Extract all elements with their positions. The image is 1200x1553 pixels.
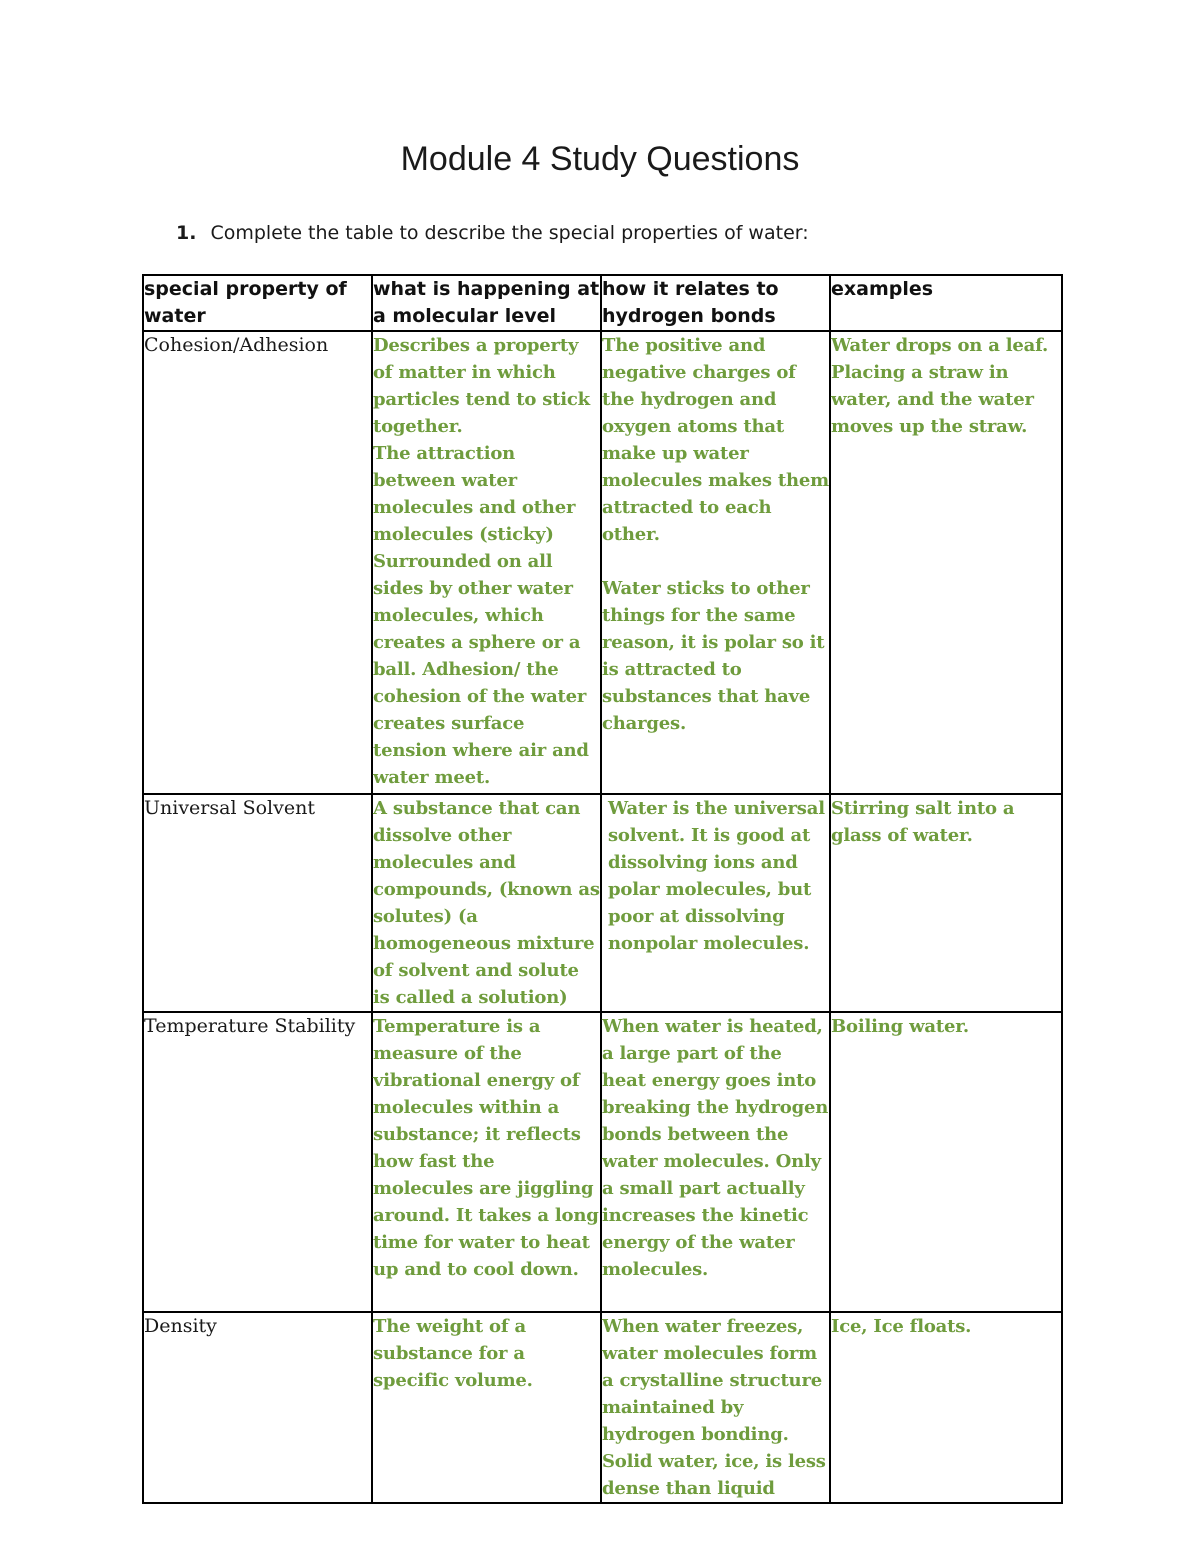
examples-cell: Boiling water. <box>830 1012 1062 1312</box>
properties-table <box>142 274 1063 1504</box>
header-hydrogen-bonds: how it relates to hydrogen bonds <box>601 275 830 331</box>
molecular-cell: Temperature is a measure of the vibrational energy of molecules within a substance; it reflects how fast the molecules are jiggling around. It takes a long time for water to heat up and to cool down. <box>372 1012 601 1312</box>
table-row <box>143 794 1062 1012</box>
examples-cell: Water drops on a leaf. Placing a straw in water, and the water moves up the straw. <box>830 331 1062 794</box>
paragraph-gap <box>602 548 829 575</box>
molecular-paragraph: Describes a property of matter in which particles tend to stick together. <box>373 335 590 437</box>
molecular-paragraph: The attraction between water molecules and other molecules (sticky) Surrounded on all sides by other water molecules, which creates a sphere or a ball. Adhesion/ the cohesion of the water creates surface tension where air and water meet. <box>373 443 589 788</box>
header-special-property: special property of water <box>143 275 372 331</box>
molecular-cell: The weight of a substance for a specific volume. <box>372 1312 601 1503</box>
page-title: Module 4 Study Questions <box>400 140 800 178</box>
hydrogen-cell: When water is heated, a large part of the heat energy goes into breaking the hydrogen bonds between the water molecules. Only a small part actually increases the kinetic energy of the water molecules. <box>601 1012 830 1312</box>
property-cell: Temperature Stability <box>143 1012 372 1312</box>
hydrogen-cell <box>601 331 830 794</box>
table-header-row <box>143 275 1062 331</box>
molecular-cell <box>372 331 601 794</box>
hydrogen-paragraph: Water sticks to other things for the same reason, it is polar so it is attracted to substances that have charges. <box>602 578 825 734</box>
table-row <box>143 331 1062 794</box>
property-cell: Cohesion/Adhesion <box>143 331 372 794</box>
table-row <box>143 1012 1062 1312</box>
hydrogen-cell: When water freezes, water molecules form a crystalline structure maintained by hydrogen bonding. Solid water, ice, is less dense than liquid <box>601 1312 830 1503</box>
table-row <box>143 1312 1062 1503</box>
property-cell: Universal Solvent <box>143 794 372 1012</box>
examples-cell: Stirring salt into a glass of water. <box>830 794 1062 1012</box>
question-number: 1. <box>176 222 197 244</box>
question-1 <box>176 222 809 244</box>
property-cell: Density <box>143 1312 372 1503</box>
molecular-cell: A substance that can dissolve other molecules and compounds, (known as solutes) (a homogeneous mixture of solvent and solute is called a solution) <box>372 794 601 1012</box>
header-examples: examples <box>830 275 1062 331</box>
hydrogen-cell: Water is the universal solvent. It is good at dissolving ions and polar molecules, but poor at dissolving nonpolar molecules. <box>601 794 830 1012</box>
question-text: Complete the table to describe the special properties of water: <box>210 222 809 244</box>
examples-cell: Ice, Ice floats. <box>830 1312 1062 1503</box>
header-molecular-level: what is happening at a molecular level <box>372 275 601 331</box>
hydrogen-paragraph: The positive and negative charges of the hydrogen and oxygen atoms that make up water molecules makes them attracted to each other. <box>602 335 830 545</box>
